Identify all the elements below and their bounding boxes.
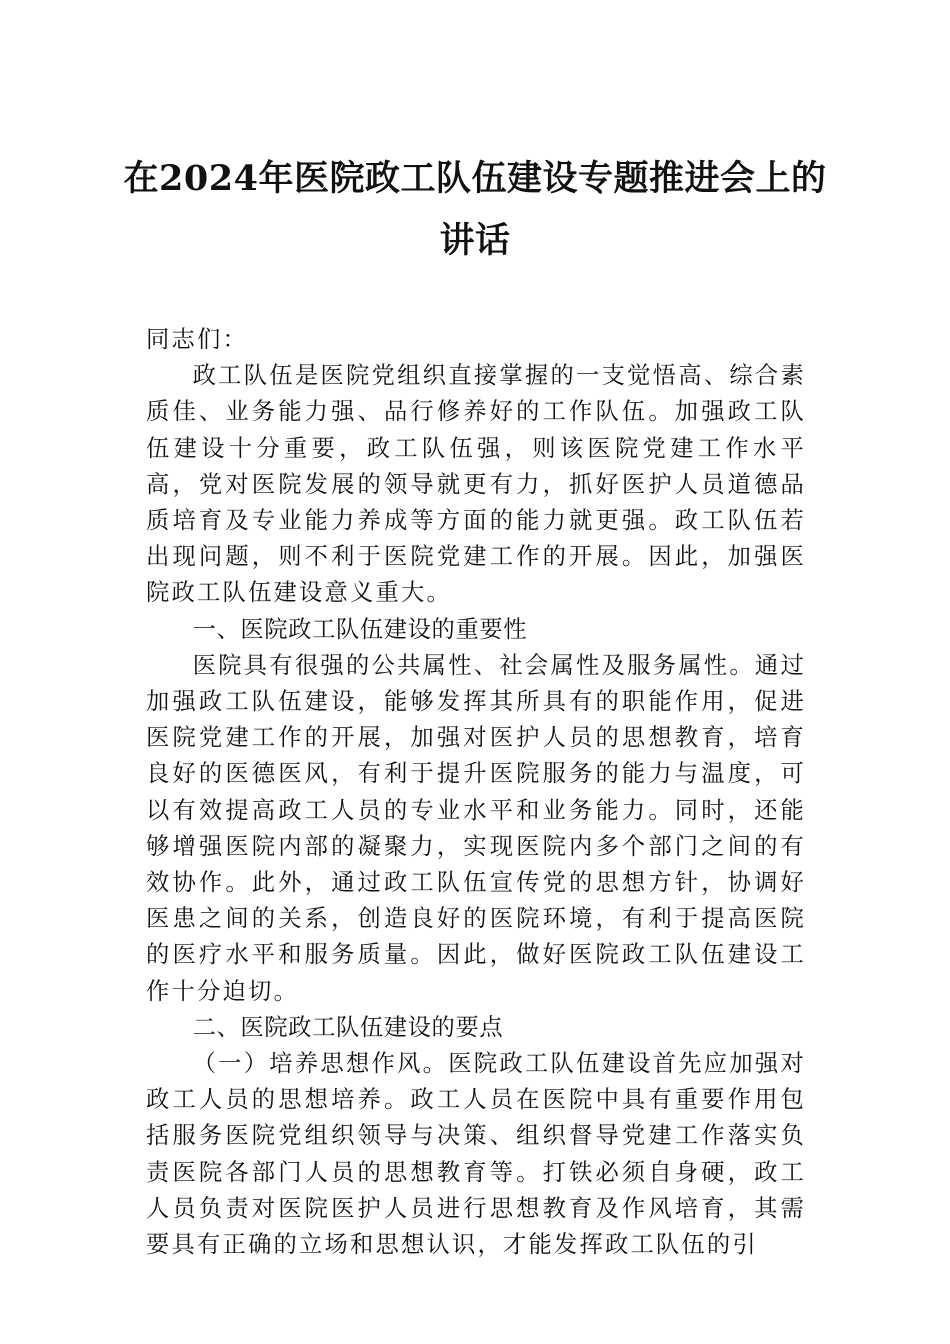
section-2-1-paragraph: （一）培养思想作风。医院政工队伍建设首先应加强对政工人员的思想培养。政工人员在医院中具有重要作用包括服务医院党组织领导与决策、组织督导党建工作落实负责医院各部门人员的思想教育等。打铁必须自身硬，政工人员负责对医院医护人员进行思想教育及作风培育，其需要具有正确的立场和思想认识，才能发挥政工队伍的引: [146, 1050, 806, 1259]
salutation: 同志们：: [146, 326, 248, 353]
document-title: 在2024年医院政工队伍建设专题推进会上的讲话: [123, 158, 827, 261]
section-1-paragraph: 医院具有很强的公共属性、社会属性及服务属性。通过加强政工队伍建设，能够发挥其所具有的职能作用，促进医院党建工作的开展，加强对医护人员的思想教育，培育良好的医德医风，有利于提升医院服务的能力与温度，可以有效提高政工人员的专业水平和业务能力。同时，还能够增强医院内部的凝聚力，实现医院内多个部门之间的有效协作。此外，通过政工队伍宣传党的思想方针，协调好医患之间的关系，创造良好的医院环境，有利于提高医院的医疗水平和服务质量。因此，做好医院政工队伍建设工作十分迫切。: [146, 651, 806, 1005]
intro-paragraph: 政工队伍是医院党组织直接掌握的一支觉悟高、综合素质佳、业务能力强、品行修养好的工作队伍。加强政工队伍建设十分重要，政工队伍强，则该医院党建工作水平高，党对医院发展的领导就更有力，抓好医护人员道德品质培育及专业能力养成等方面的能力就更强。政工队伍若出现问题，则不利于医院党建工作的开展。因此，加强医院政工队伍建设意义重大。: [146, 362, 806, 607]
section-heading-2: 二、医院政工队伍建设的要点: [192, 1013, 504, 1041]
section-heading-1: 一、医院政工队伍建设的重要性: [192, 615, 528, 643]
document-body: [146, 322, 806, 1263]
